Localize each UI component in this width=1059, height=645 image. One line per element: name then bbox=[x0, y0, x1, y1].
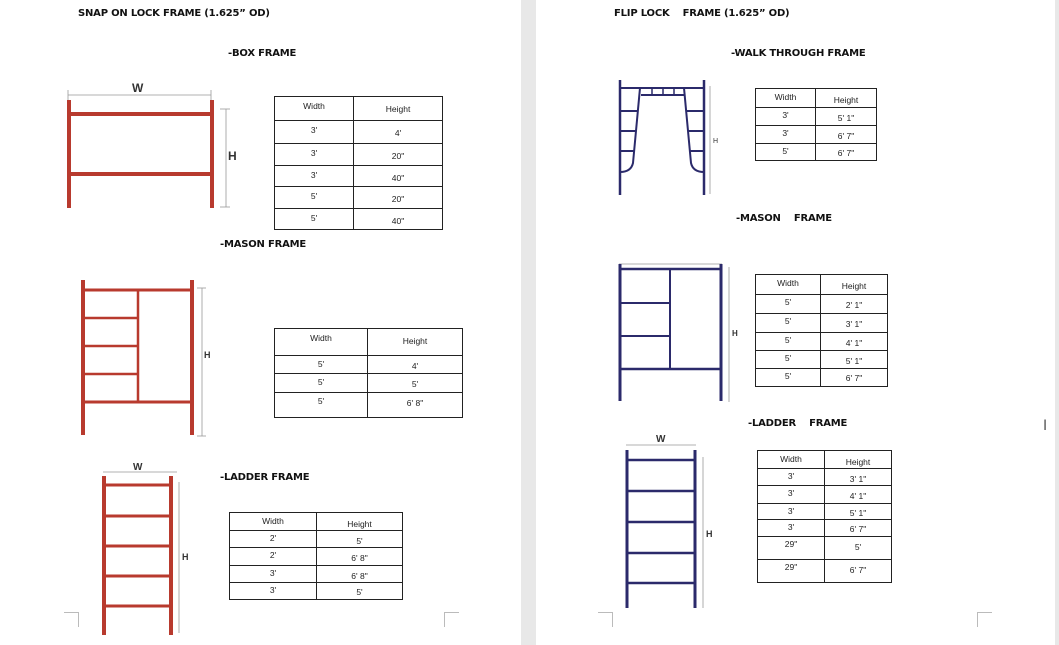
document-page-right[interactable] bbox=[536, 0, 1055, 645]
page-title-flip-lock: FLIP LOCK FRAME (1.625” OD) bbox=[614, 8, 790, 19]
page-title-snap-on-lock: SNAP ON LOCK FRAME (1.625” OD) bbox=[78, 8, 270, 19]
svg-text:H: H bbox=[713, 138, 719, 145]
svg-text:H: H bbox=[182, 552, 189, 562]
mason-frame-diagram-flip bbox=[616, 256, 746, 404]
svg-text:H: H bbox=[228, 149, 237, 163]
section-heading-walk-through-frame: -WALK THROUGH FRAME bbox=[731, 48, 866, 59]
section-heading-box-frame: -BOX FRAME bbox=[228, 48, 297, 59]
page-margin-corner-mark bbox=[444, 612, 459, 627]
text-cursor-icon: I bbox=[1043, 418, 1048, 434]
page-margin-corner-mark bbox=[598, 612, 613, 627]
page-margin-corner-mark bbox=[64, 612, 79, 627]
section-heading-ladder-frame-flip: -LADDER FRAME bbox=[748, 418, 848, 429]
walk-through-frame-diagram bbox=[616, 78, 726, 200]
mason-frame-diagram bbox=[78, 278, 218, 438]
mason-frame-size-table: Width Height 5' 4' 5' 5' 5' 6' 8" bbox=[274, 328, 463, 418]
box-frame-size-table: Width Height 3' 4' 3' 20" 3' 40" 5' 20" 5' 40" bbox=[274, 96, 443, 230]
svg-text:H: H bbox=[204, 350, 211, 360]
document-page-left[interactable] bbox=[0, 0, 521, 645]
ladder-frame-diagram bbox=[100, 458, 200, 638]
ladder-frame-size-table: Width Height 2' 5' 2' 6' 8" 3' 6' 8" 3' 5' bbox=[229, 512, 403, 600]
svg-text:H: H bbox=[732, 329, 738, 338]
svg-text:W: W bbox=[656, 434, 666, 445]
section-heading-mason-frame: -MASON FRAME bbox=[220, 239, 307, 250]
section-heading-ladder-frame: -LADDER FRAME bbox=[220, 472, 310, 483]
svg-text:H: H bbox=[706, 529, 713, 539]
walk-through-frame-size-table: Width Height 3' 5' 1" 3' 6' 7" 5' 6' 7" bbox=[755, 88, 877, 161]
ladder-frame-diagram-flip bbox=[624, 430, 714, 612]
svg-text:W: W bbox=[133, 462, 143, 473]
svg-text:W: W bbox=[132, 81, 144, 95]
page-margin-corner-mark bbox=[977, 612, 992, 627]
box-frame-diagram bbox=[60, 78, 240, 218]
ladder-frame-flip-size-table: Width Height 3' 3' 1" 3' 4' 1" 3' 5' 1" 3' 6' 7" 29" 5' 29" 6' 7" bbox=[757, 450, 892, 583]
mason-frame-flip-size-table: Width Height 5' 2' 1" 5' 3' 1" 5' 4' 1" 5' 5' 1" 5' 6' 7" bbox=[755, 274, 888, 387]
section-heading-mason-frame-flip: -MASON FRAME bbox=[736, 213, 832, 224]
